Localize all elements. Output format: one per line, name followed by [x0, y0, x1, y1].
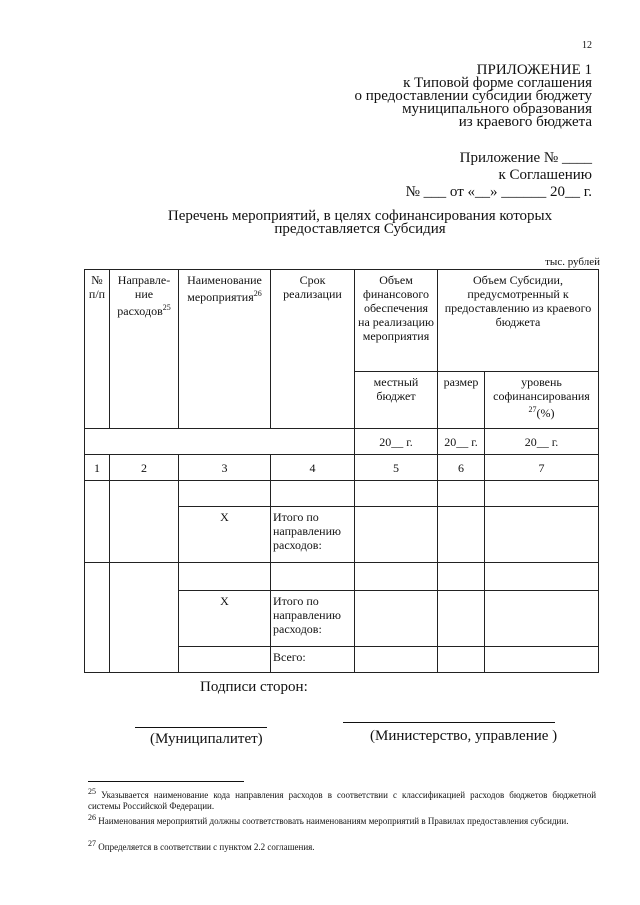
col-number: 2 — [110, 455, 179, 481]
empty-cell — [179, 563, 271, 591]
footnote-ref: 25 — [162, 303, 171, 312]
empty-cell — [271, 563, 355, 591]
empty-cell — [355, 481, 438, 507]
x-mark: X — [179, 507, 271, 563]
col-number: 7 — [485, 455, 599, 481]
footnote-divider — [88, 781, 244, 782]
header-level-text: уровень софинансирования — [493, 375, 590, 403]
signature-line-right — [343, 722, 555, 723]
signatures-heading: Подписи сторон: — [200, 679, 308, 695]
footnote-number: 26 — [88, 813, 96, 822]
appendix-line: муниципального образования — [402, 101, 592, 117]
units-label: тыс. рублей — [545, 256, 600, 268]
col-number: 4 — [271, 455, 355, 481]
x-mark: X — [179, 591, 271, 647]
page-number: 12 — [582, 40, 592, 51]
year-cell: 20__ г. — [438, 429, 485, 455]
year-cell: 20__ г. — [485, 429, 599, 455]
header-subsidy: Объем Субсидии, предусмотренный к предоставлению из краевого бюджета — [438, 270, 599, 372]
header-level — [485, 372, 599, 429]
footnote-text: Указывается наименование кода направления расходов в соответствии с классификацией расходов бюджетов бюджетной системы Российской Федерации. — [88, 790, 597, 811]
empty-cell — [110, 563, 179, 673]
appendix-line: к Типовой форме соглашения — [403, 75, 592, 91]
footnote — [88, 786, 596, 812]
col-number: 1 — [85, 455, 110, 481]
empty-cell — [485, 507, 599, 563]
header-direction — [110, 270, 179, 429]
footnote-ref: 26 — [253, 289, 262, 298]
agreement-appendix-line: № ___ от «__» ______ 20__ г. — [405, 184, 592, 200]
empty-cell — [85, 481, 110, 563]
signature-left-label: (Муниципалитет) — [150, 731, 263, 747]
empty-cell — [110, 481, 179, 563]
empty-cell — [271, 481, 355, 507]
empty-cell — [438, 591, 485, 647]
appendix-line: из краевого бюджета — [458, 114, 592, 130]
signature-right-label: (Министерство, управление ) — [370, 728, 558, 744]
col-number: 3 — [179, 455, 271, 481]
empty-cell — [485, 481, 599, 507]
empty-cell — [485, 563, 599, 591]
table-row — [85, 563, 599, 591]
agreement-appendix-line: к Соглашению — [498, 167, 592, 183]
empty-cell — [179, 647, 271, 673]
signature-line-left — [135, 727, 267, 728]
footnote-ref: 27 — [528, 405, 537, 414]
title-line: предоставляется Субсидия — [274, 221, 446, 237]
empty-cell — [485, 591, 599, 647]
header-direction-text: Направле-ние расходов — [117, 273, 171, 318]
col-number: 6 — [438, 455, 485, 481]
header-name-text: Наименование мероприятия — [187, 273, 262, 304]
empty-cell — [438, 647, 485, 673]
empty-cell — [355, 507, 438, 563]
agreement-appendix-line: Приложение № ____ — [459, 150, 592, 166]
header-name — [179, 270, 271, 429]
header-level-unit: (%) — [536, 406, 555, 420]
subtotal-label: Итого по направлению расходов: — [271, 507, 355, 563]
footnote — [88, 812, 596, 827]
header-volume: Объем финансового обеспечения на реализацию мероприятия — [355, 270, 438, 372]
footnote-text: Определяется в соответствии с пунктом 2.2 соглашения. — [98, 842, 315, 852]
appendix-line: о предоставлении субсидии бюджету — [354, 88, 592, 104]
total-label: Всего: — [271, 647, 355, 673]
agreement-appendix-block — [406, 150, 592, 201]
empty-cell — [438, 507, 485, 563]
footnote-text: Наименования мероприятий должны соответствовать наименованиям мероприятий в Правилах предоставления субсидии. — [98, 816, 569, 826]
measures-table — [84, 269, 599, 673]
col-number: 5 — [355, 455, 438, 481]
empty-cell — [355, 591, 438, 647]
year-cell: 20__ г. — [355, 429, 438, 455]
footnote-number: 25 — [88, 787, 96, 796]
year-spacer — [85, 429, 355, 455]
footnote-number: 27 — [88, 839, 96, 848]
empty-cell — [438, 563, 485, 591]
header-size: размер — [438, 372, 485, 429]
empty-cell — [438, 481, 485, 507]
empty-cell — [485, 647, 599, 673]
appendix-block — [354, 64, 592, 129]
header-num: № п/п — [85, 270, 110, 429]
footnote — [88, 838, 596, 853]
table-row — [85, 481, 599, 507]
empty-cell — [85, 563, 110, 673]
header-term: Срок реализации — [271, 270, 355, 429]
empty-cell — [179, 481, 271, 507]
document-title — [0, 210, 640, 236]
empty-cell — [355, 647, 438, 673]
header-local-budget: местный бюджет — [355, 372, 438, 429]
title-line: Перечень мероприятий, в целях софинансирования которых — [167, 208, 553, 224]
appendix-heading: ПРИЛОЖЕНИЕ 1 — [476, 62, 592, 78]
subtotal-label: Итого по направлению расходов: — [271, 591, 355, 647]
empty-cell — [355, 563, 438, 591]
